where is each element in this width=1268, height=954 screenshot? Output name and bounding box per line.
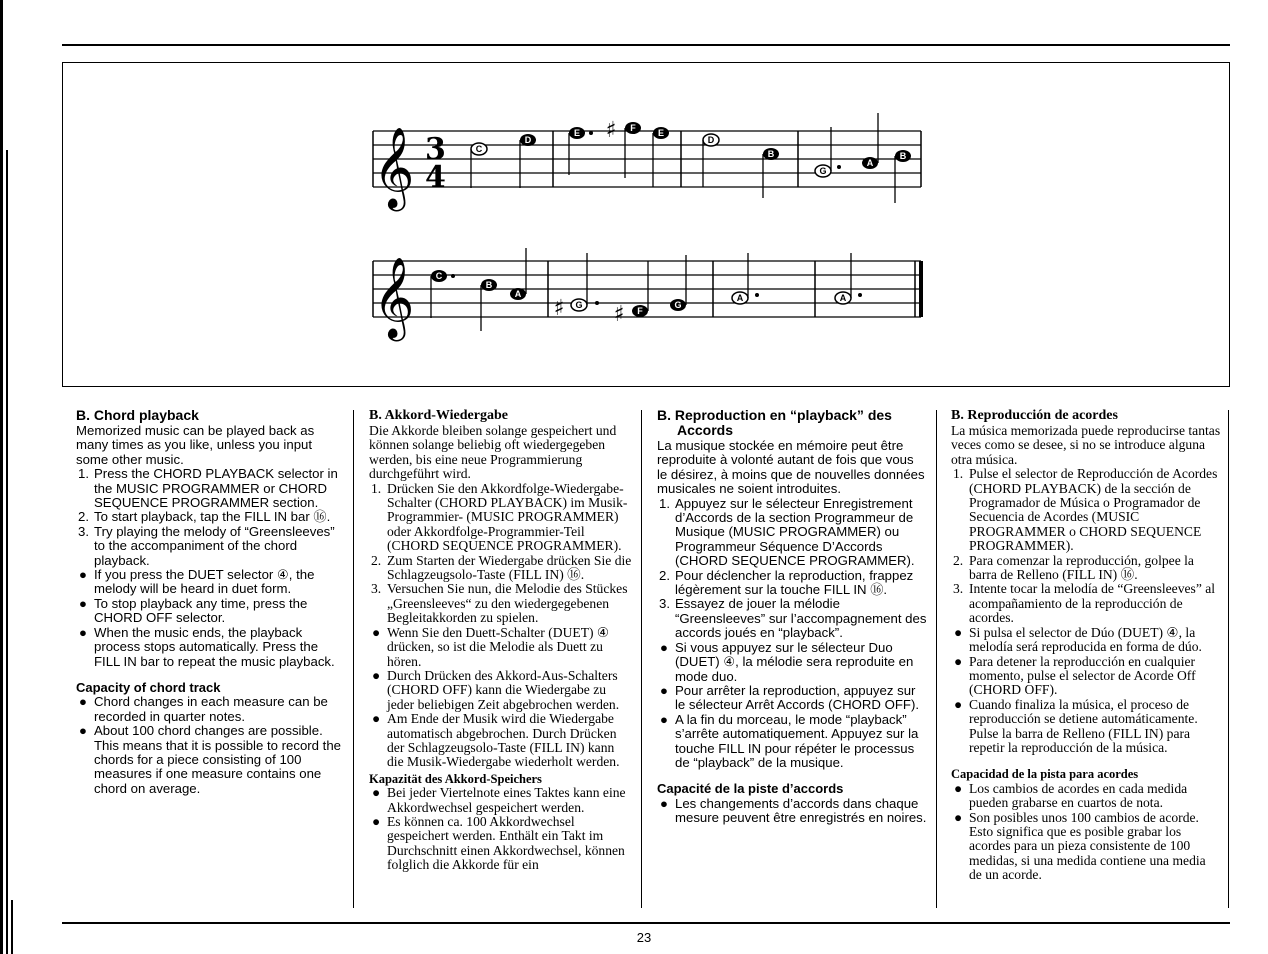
svg-text:B: B (899, 151, 907, 161)
list-item: 1. Appuyez sur le sélecteur Enregistrement d’Accords de la section Programmeur de Musique (MUSIC PROGRAMMER) ou Programmeur Séquence D’Accords (CHORD SEQUENCE PROGRAMMER). (659, 495, 915, 569)
bullet-icon: ● (660, 682, 668, 698)
chord-note (471, 143, 487, 188)
svg-text:C: C (475, 144, 483, 154)
list-item: ● Son posibles unos 100 cambios de acorde. Esto significa que es posible grabar los acordes para un pieza consistente de 100 medidas, si una medida contiene una media de un acorde. (954, 809, 1206, 883)
line1-notes (471, 113, 911, 203)
svg-text:C: C (435, 271, 443, 281)
list-item: ● When the music ends, the playback process stops automatically. Press the FILL IN bar to repeat the music playback. (79, 624, 335, 669)
list-item: ● Wenn Sie den Duett-Schalter (DUET) ④ drücken, so ist die Melodie als Duett zu hören. (372, 624, 610, 669)
steps-list (76, 467, 344, 568)
list-item: ● About 100 chord changes are possible. This means that it is possible to record the chords for a piece consisting of 100 measures if one measure contains one chord on average. (79, 723, 342, 796)
list-item: ● Si pulsa el selector de Dúo (DUET) ④, la melodía será reproducida en forma de dúo. (954, 624, 1202, 655)
bullet-icon: ● (372, 624, 381, 640)
list-item: ● Cuando finaliza la música, el proceso de reproducción se detiene automáticamente. Pulse la barra de Relleno (FILL IN) para repetir la reproducción de la música. (954, 696, 1198, 755)
subsection-title: Kapazität des Akkord-Speichers (369, 771, 542, 786)
subsection-title: Capacity of chord track (76, 679, 221, 695)
bullet-list (76, 695, 344, 796)
svg-text:A: A (839, 293, 847, 303)
chord-note (606, 118, 641, 178)
chord-note (569, 127, 593, 175)
top-rule (62, 44, 1230, 46)
svg-text:G: G (575, 300, 583, 310)
list-item: 1. Press the CHORD PLAYBACK selector in the MUSIC PROGRAMMER or CHORD SEQUENCE PROGRAMMER section. (78, 466, 338, 511)
chord-note (895, 150, 911, 203)
subsection-title: Capacité de la piste d’accords (657, 781, 844, 797)
bullet-icon: ● (660, 639, 668, 655)
sharp-icon: ♯ (605, 118, 617, 143)
svg-text:A: A (736, 293, 744, 303)
svg-text:A: A (866, 158, 874, 168)
svg-text:E: E (657, 128, 665, 138)
chord-note (862, 113, 878, 169)
intro-text: Die Akkorde bleiben solange gespeichert und können solange beliebig oft wiedergegeben werden, bis eine neue Programmierung durchgeführt wird. (369, 423, 617, 482)
list-item: 3. Essayez de jouer la mélodie “Greensleeves” sur l’accompagnement des accords joués en “playback”. (659, 596, 927, 641)
chord-note (815, 127, 841, 177)
bullet-icon: ● (954, 809, 963, 825)
chord-note (520, 134, 536, 188)
svg-text:G: G (674, 300, 682, 310)
bullet-icon: ● (954, 696, 963, 712)
bullet-icon: ● (660, 795, 668, 811)
chord-note (510, 248, 526, 300)
bullet-icon: ● (660, 711, 668, 727)
treble-clef-icon: 𝄞 (373, 126, 415, 208)
chord-note (431, 270, 455, 318)
bullet-icon: ● (372, 667, 381, 683)
list-item: 3. Versuchen Sie nun, die Melodie des Stückes „Greensleeves“ zu den wiedergegebenen Begleitakkorden zu spielen. (371, 581, 628, 626)
list-item: 2. To start playback, tap the FILL IN bar ⑯. (78, 509, 331, 525)
list-item: 1. Pulse el selector de Reproducción de Acordes (CHORD PLAYBACK) de la sección de Programador de Música o Programador de Secuencia de Acordes (MUSIC PROGRAMMER o CHORD SEQUENCE PROGRAMMER). (953, 466, 1218, 554)
list-item: ● Si vous appuyez sur le sélecteur Duo (DUET) ④, la mélodie sera reproduite en mode duo. (660, 639, 914, 684)
bullet-list (657, 641, 927, 771)
bullet-icon: ● (79, 595, 87, 611)
list-item: 3. Intente tocar la melodía de “Greensleeves” al acompañamiento de la reproducción de acordes. (953, 581, 1216, 626)
list-item: ● Es können ca. 100 Akkordwechsel gespeichert werden. Enthält ein Takt im Durchschnitt einen Akkordwechsel, können folglich die Akkorde für ein (372, 813, 625, 873)
bullet-icon: ● (954, 653, 963, 669)
bullet-icon: ● (954, 624, 963, 640)
chord-note (703, 134, 719, 187)
column-english (76, 408, 344, 796)
time-signature-top: 3 (425, 132, 446, 167)
list-item: ● Les changements d’accords dans chaque mesure peuvent être enregistrés en noires. (660, 795, 927, 826)
list-item: 2. Para comenzar la reproducción, golpee la barra de Relleno (FILL IN) ⑯. (953, 552, 1194, 583)
time-signature-bottom: 4 (425, 160, 446, 195)
subsection-title: Capacidad de la pista para acordes (951, 767, 1139, 782)
bullet-icon: ● (372, 785, 381, 801)
svg-text:G: G (819, 166, 827, 176)
binding-edge (0, 0, 14, 954)
intro-text: La musique stockée en mémoire peut être reproduite à volonté autant de fois que vous le désirez, à moins que de nouvelles données musicales ne soient introduites. (657, 438, 925, 497)
bullet-list (951, 626, 1221, 756)
list-item: 3. Try playing the melody of “Greensleeves” to the accompaniment of the chord playback. (78, 523, 335, 568)
list-item: ● Para detener la reproducción en cualquier momento, pulse el selector de Acorde Off (CHORD OFF). (954, 653, 1196, 698)
section-title: B. Chord playback (76, 407, 199, 423)
chord-note (670, 255, 686, 311)
column-divider (353, 410, 354, 908)
list-item: ● Am Ende der Musik wird die Wiedergabe automatisch abgebrochen. Durch Drücken der Schlagzeugsolo-Taste (FILL IN) kann die Musik-Wiedergabe wiederholt werden. (372, 711, 620, 770)
bullet-list (369, 786, 633, 872)
svg-text:B: B (485, 280, 493, 290)
svg-text:B: B (767, 149, 775, 159)
bullet-icon: ● (372, 711, 381, 727)
column-french (657, 408, 927, 826)
steps-list (369, 482, 633, 626)
sharp-icon: ♯ (613, 302, 625, 327)
treble-clef-icon: 𝄞 (373, 256, 415, 338)
svg-text:A: A (514, 289, 522, 299)
column-divider (936, 410, 937, 908)
sharp-icon: ♯ (553, 296, 565, 321)
list-item: ● If you press the DUET selector ④, the melody will be heard in duet form. (79, 567, 315, 597)
list-item: ● Durch Drücken des Akkord-Aus-Schalters (CHORD OFF) kann die Wiedergabe zu jeder beliebigen Zeit abgebrochen werden. (372, 667, 620, 712)
svg-text:E: E (573, 128, 581, 138)
music-score (62, 62, 1230, 387)
bottom-rule (62, 922, 1230, 924)
bullet-icon: ● (954, 780, 963, 796)
page-number: 23 (636, 930, 652, 945)
svg-text:D: D (707, 135, 715, 145)
intro-text: Memorized music can be played back as many times as you like, unless you input some other music. (76, 423, 315, 467)
list-item: 2. Zum Starten der Wiedergabe drücken Sie die Schlagzeugsolo-Taste (FILL IN) ⑯. (371, 552, 632, 583)
bullet-list (951, 782, 1221, 883)
list-item: ● Bei jeder Viertelnote eines Taktes kann eine Akkordwechsel gespeichert werden. (372, 785, 626, 815)
bullet-icon: ● (79, 723, 87, 739)
list-item: ● Pour arrêter la reproduction, appuyez sur le sélecteur Arrêt Accords (CHORD OFF). (660, 682, 920, 713)
chord-note (554, 253, 599, 321)
list-item: 1. Drücken Sie den Akkordfolge-Wiedergabe-Schalter (CHORD PLAYBACK) im Musik-Programmier- (MUSIC PROGRAMMER) oder Akkordfolge-Programmier-Teil (CHORD SEQUENCE PROGRAMMER). (371, 480, 628, 554)
clefs (373, 126, 414, 341)
list-item: 2. Pour déclencher la reproduction, frappez légèrement sur la touche FILL IN ⑯. (659, 567, 914, 598)
column-divider (641, 410, 642, 908)
bullet-icon: ● (372, 813, 381, 829)
chord-note (481, 279, 497, 331)
bullet-icon: ● (79, 694, 87, 710)
bullet-icon: ● (79, 567, 87, 583)
steps-list (657, 497, 927, 641)
section-title: B. Reproduction en “playback” des Accords (657, 407, 892, 438)
bullet-icon: ● (79, 624, 87, 640)
bullet-list (657, 797, 927, 826)
svg-text:F: F (630, 123, 636, 133)
list-item: ● Los cambios de acordes en cada medida pueden grabarse en cuartos de nota. (954, 780, 1188, 811)
list-item: ● A la fin du morceau, le mode “playback” s’arrête automatiquement. Appuyez sur la touche FILL IN pour répéter le processus de “playback” de la musique. (660, 711, 919, 770)
bullet-list (76, 568, 344, 669)
greensleeves-score (63, 63, 1228, 385)
bullet-list (369, 626, 633, 770)
svg-text:D: D (524, 135, 532, 145)
section-title: B. Reproducción de acordes (951, 408, 1118, 423)
column-spanish (951, 408, 1221, 883)
list-item: ● To stop playback any time, press the CHORD OFF selector. (79, 595, 308, 626)
steps-list (951, 467, 1221, 625)
list-item: ● Chord changes in each measure can be recorded in quarter notes. (79, 694, 328, 724)
intro-text: La música memorizada puede reproducirse tantas veces como se desee, si no se introduce alguna otra música. (951, 423, 1221, 467)
section-title: B. Akkord-Wiedergabe (369, 408, 508, 423)
svg-text:F: F (637, 306, 643, 316)
column-divider (1228, 410, 1229, 908)
chord-note (653, 127, 669, 187)
column-german (369, 408, 633, 873)
